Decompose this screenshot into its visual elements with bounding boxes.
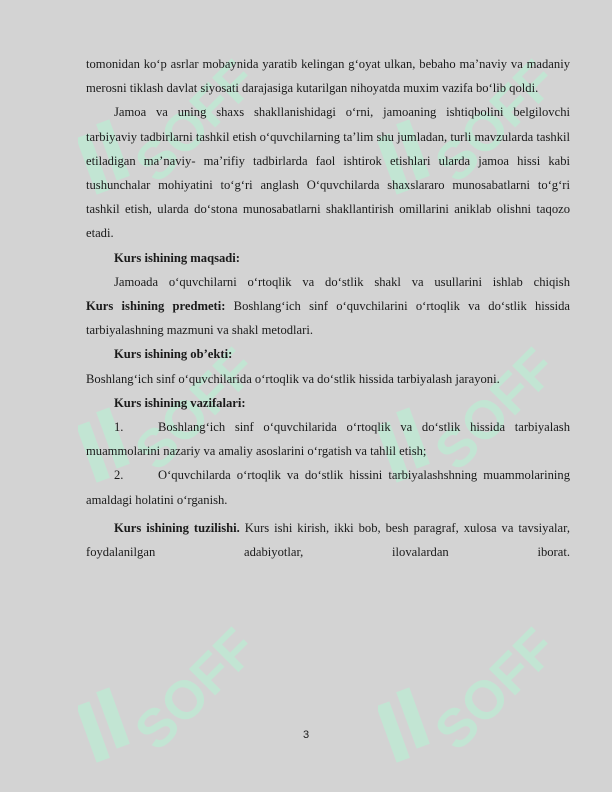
subject-label: Kurs ishining predmeti: [86, 299, 226, 314]
object-text: Boshlang‘ich sinf o‘quvchilarida o‘rtoqlik va do‘stlik hissida tarbiyalash jarayoni. [86, 371, 500, 386]
watermark-logo [378, 610, 548, 780]
goal-heading: Kurs ishining maqsadi: [114, 250, 240, 265]
svg-text:SOFF: SOFF [123, 337, 248, 482]
document-body [86, 52, 570, 564]
watermark-icon [78, 610, 248, 780]
paragraph-collective: Jamoa va uning shaxs shakllanishidagi o‘rni, jamoaning ishtiqbolini belgilovchi tarbiyaviy tadbirlarni tashkil etish o‘quvchilarning ta’lim shu jumladan, turli mavzularda tashkil etiladigan ma’naviy- ma’rifiy tadbirlarda faol ishtirok etishlari ularda jamoa hissi kabi tushunchalar mohiyatini to‘g‘ri anglash O‘quvchilarda shaxslararo munosabatlarni to‘g‘ri tashkil etish, ularda do‘stona munosabatlarni shakllantirish omillarini aniklab olishni taqozo etadi. [86, 105, 570, 241]
list-item [86, 415, 570, 463]
svg-text:SOFF: SOFF [123, 49, 248, 194]
structure-label: Kurs ishining tuzilishi. [114, 520, 240, 535]
list-item-number: 2. [114, 468, 124, 483]
svg-text:SOFF: SOFF [423, 337, 548, 482]
list-item [86, 463, 570, 511]
subject-text: Boshlang‘ich sinf o‘quvchilarini o‘rtoqlik va do‘stlik hissida tarbiyalashning mazmuni va shakl metodlari. [86, 299, 570, 338]
paragraph-intro: tomonidan ko‘p asrlar mobaynida yaratib kelingan g‘oyat ulkan, bebaho ma’naviy va madaniy merosni tiklash davlat siyosati darajasiga kutarilgan nihoyatda muxim vazifa bo‘lib qoldi. [86, 57, 570, 96]
list-item-text: O‘quvchilarda o‘rtoqlik va do‘stlik hissini tarbiyalashshning muammolarining amaldagi holatini o‘rganish. [86, 468, 570, 507]
watermark-logo [78, 610, 248, 780]
list-item-number: 1. [114, 420, 124, 435]
watermark-icon [378, 610, 548, 780]
structure-paragraph [86, 516, 570, 564]
page-number: 3 [302, 729, 310, 741]
svg-text:SOFF: SOFF [423, 617, 548, 762]
structure-text: Kurs ishi kirish, ikki bob, besh paragraf, xulosa va tavsiyalar, foydalanilgan adabiyotlar, ilovalardan iborat. [86, 520, 570, 560]
object-heading: Kurs ishining ob’ekti: [114, 347, 233, 362]
svg-text:SOFF: SOFF [123, 617, 248, 762]
list-item-text: Boshlang‘ich sinf o‘quvchilarida o‘rtoqlik va do‘stlik hissida tarbiyalash muammolarini nazariy va amaliy asoslarini o‘rgatish va tahlil etish; [86, 420, 570, 459]
svg-text:SOFF: SOFF [423, 49, 548, 194]
tasks-heading: Kurs ishining vazifalari: [114, 395, 246, 410]
goal-text: Jamoada o‘quvchilarni o‘rtoqlik va do‘stlik shakl va usullarini ishlab chiqish [114, 274, 570, 289]
subject-paragraph [86, 294, 570, 342]
